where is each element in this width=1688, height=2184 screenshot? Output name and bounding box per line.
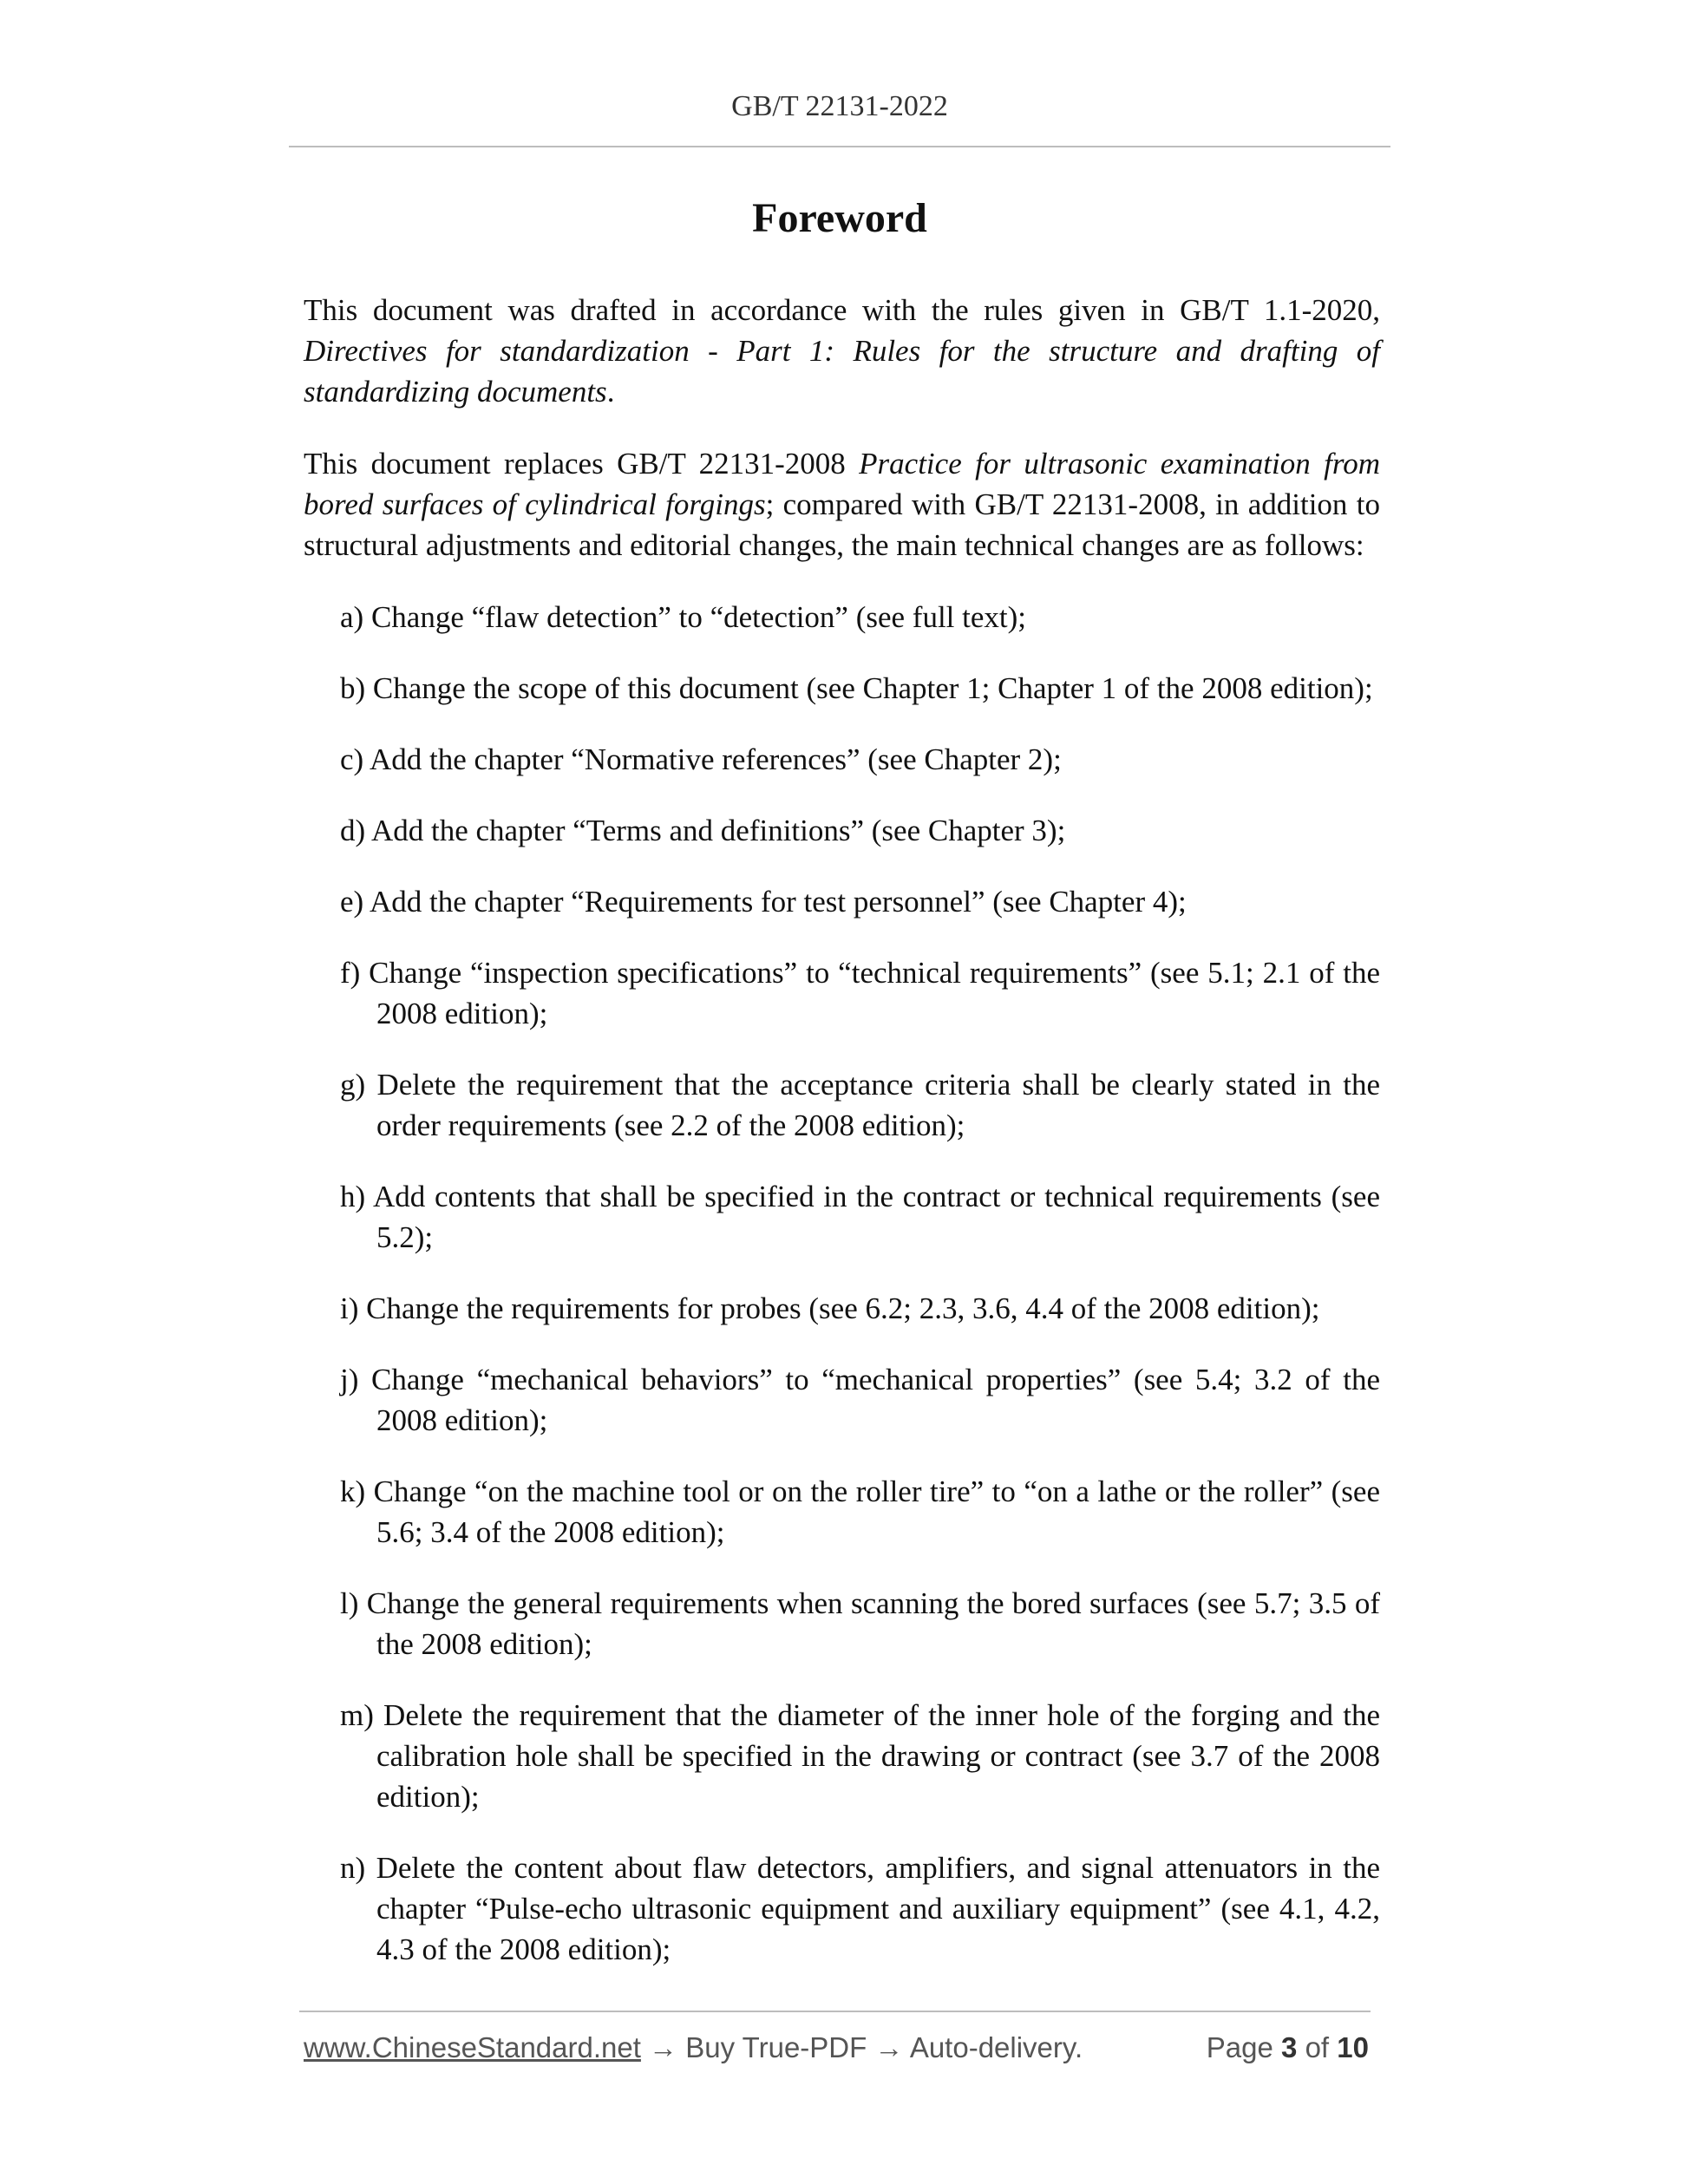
paragraph-drafting-rules — [304, 290, 1380, 412]
page-indicator — [1207, 2031, 1369, 2064]
list-item: d) Add the chapter “Terms and definitions” (see Chapter 3); — [340, 814, 1066, 847]
paragraph-text: This document replaces GB/T 22131-2008 — [304, 447, 860, 481]
cited-standard-title: Directives for standardization - Part 1: Rules for the structure and drafting of standardizing documents — [304, 334, 1380, 409]
list-item: h) Add contents that shall be specified in the contract or technical requirements (see 5.2); — [340, 1180, 1380, 1254]
website-link[interactable]: www.ChineseStandard.net — [304, 2031, 641, 2063]
list-item: e) Add the chapter “Requirements for test personnel” (see Chapter 4); — [340, 885, 1187, 919]
list-item: l) Change the general requirements when scanning the bored surfaces (see 5.7; 3.5 of the 2008 edition); — [340, 1586, 1380, 1661]
technical-changes-list — [304, 597, 1380, 1970]
paragraph-text: This document was drafted in accordance with the rules given in GB/T 1.1-2020, — [304, 293, 1380, 327]
paragraph-text: ; compared with GB/T 22131-2008, in addition to structural adjustments and editorial changes, the main technical changes are as follows: — [304, 487, 1380, 562]
list-item: k) Change “on the machine tool or on the roller tire” to “on a lathe or the roller” (see 5.6; 3.4 of the 2008 edition); — [340, 1475, 1380, 1549]
paragraph-replacement — [304, 443, 1380, 566]
list-item: c) Add the chapter “Normative references” (see Chapter 2); — [340, 742, 1062, 776]
list-item: a) Change “flaw detection” to “detection” (see full text); — [340, 600, 1027, 634]
page-footer — [304, 2031, 1369, 2070]
list-item: f) Change “inspection specifications” to “technical requirements” (see 5.1; 2.1 of the 2008 edition); — [340, 956, 1380, 1030]
page-title: Foreword — [752, 195, 927, 241]
footer-divider — [299, 2011, 1371, 2012]
paragraph-text: . — [606, 375, 615, 409]
list-item: m) Delete the requirement that the diameter of the inner hole of the forging and the calibration hole shall be specified in the drawing or contract (see 3.7 of the 2008 edition); — [340, 1698, 1380, 1814]
list-item: i) Change the requirements for probes (see 6.2; 2.3, 3.6, 4.4 of the 2008 edition); — [340, 1291, 1320, 1325]
replaced-standard-title: Practice for ultrasonic examination from bored surfaces of cylindrical forgings — [304, 447, 1380, 521]
footer-promo — [304, 2031, 1083, 2064]
list-item: b) Change the scope of this document (see Chapter 1; Chapter 1 of the 2008 edition); — [340, 671, 1373, 705]
foreword-body — [304, 290, 1380, 2000]
list-item: n) Delete the content about flaw detectors, amplifiers, and signal attenuators in the chapter “Pulse-echo ultrasonic equipment and auxiliary equipment” (see 4.1, 4.2, 4.3 of the 2008 edition); — [340, 1851, 1380, 1966]
list-item: g) Delete the requirement that the acceptance criteria shall be clearly stated in the order requirements (see 2.2 of the 2008 edition); — [340, 1068, 1380, 1142]
document-number-header: GB/T 22131-2022 — [731, 90, 948, 122]
footer-tagline: → Buy True-PDF → Auto-delivery. — [640, 2031, 1083, 2063]
total-pages: 10 — [1337, 2031, 1369, 2063]
header-divider — [289, 146, 1390, 147]
current-page-number: 3 — [1281, 2031, 1298, 2063]
page-label: Page — [1206, 2031, 1273, 2063]
list-item: j) Change “mechanical behaviors” to “mechanical properties” (see 5.4; 3.2 of the 2008 edition); — [340, 1363, 1380, 1437]
of-label: of — [1305, 2031, 1330, 2063]
